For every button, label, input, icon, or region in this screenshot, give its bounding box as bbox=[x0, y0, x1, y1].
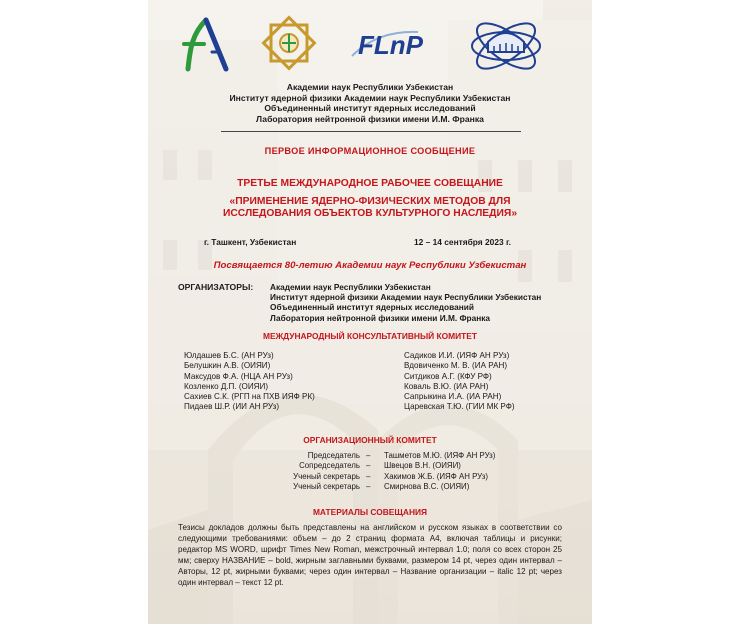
logo-institute-nuclear-physics bbox=[260, 14, 318, 77]
committee-member: Козленко Д.П. (ОИЯИ) bbox=[184, 381, 269, 391]
role-label: Председатель bbox=[307, 451, 360, 460]
committee-member: Сапрыкина И.А. (ИА РАН) bbox=[404, 392, 502, 402]
institution-line: Объединенный институт ядерных исследований bbox=[264, 103, 476, 113]
committee-member: Юлдашев Б.С. (АН РУз) bbox=[184, 351, 274, 360]
svg-text:FLnP: FLnP bbox=[358, 30, 423, 60]
materials-title: МАТЕРИАЛЫ СОВЕЩАНИЯ bbox=[312, 507, 428, 517]
organizer-item: Объединенный институт ядерных исследований bbox=[270, 302, 474, 313]
logo-academy bbox=[182, 14, 232, 77]
divider-line bbox=[221, 131, 521, 132]
member-name: Смирнова В.С. (ОИЯИ) bbox=[384, 481, 470, 491]
committee-member: Вдовиченко М. В. (ИА РАН) bbox=[404, 361, 508, 371]
organizing-committee-names bbox=[384, 451, 495, 492]
organizing-committee-roles bbox=[248, 451, 360, 492]
organizers-label: ОРГАНИЗАТОРЫ: bbox=[178, 282, 254, 292]
institutions-block bbox=[148, 82, 592, 124]
organizers-list bbox=[270, 282, 541, 323]
committee-member: Пидаев Ш.Р. (ИИ АН РУз) bbox=[184, 402, 280, 412]
organizer-item: Академии наук Республики Узбекистан bbox=[270, 282, 431, 292]
committee-member: Царевская Т.Ю. (ГИИ МК РФ) bbox=[404, 402, 515, 412]
member-name: Ташметов М.Ю. (ИЯФ АН РУз) bbox=[384, 451, 496, 460]
jinr-logo-icon bbox=[468, 16, 544, 72]
place-text: г. Ташкент, Узбекистан bbox=[204, 237, 297, 247]
committee-member: Коваль В.Ю. (ИА РАН) bbox=[404, 381, 489, 391]
advisory-committee-right-column bbox=[404, 351, 515, 413]
organizing-committee-dashes bbox=[366, 451, 370, 492]
member-name: Хакимов Ж.Б. (ИЯФ АН РУз) bbox=[384, 471, 488, 481]
committee-member: Садиков И.И. (ИЯФ АН РУз) bbox=[404, 351, 510, 360]
dash: – bbox=[366, 471, 371, 481]
meeting-heading: ТРЕТЬЕ МЕЖДУНАРОДНОЕ РАБОЧЕЕ СОВЕЩАНИЕ bbox=[237, 178, 503, 189]
dash: – bbox=[366, 451, 371, 460]
logo-jinr bbox=[468, 16, 544, 77]
topic-line-2: ИССЛЕДОВАНИЯ ОБЪЕКТОВ КУЛЬТУРНОГО НАСЛЕДИЯ» bbox=[222, 208, 518, 219]
role-label: Сопредседатель bbox=[299, 461, 360, 471]
member-name: Швецов В.Н. (ОИЯИ) bbox=[384, 461, 461, 471]
committee-member: Сахиев С.К. (РГП на ПХВ ИЯФ РК) bbox=[184, 392, 315, 402]
institution-line: Академии наук Республики Узбекистан bbox=[286, 82, 454, 92]
role-label: Ученый секретарь bbox=[293, 471, 360, 481]
advisory-committee-left-column bbox=[184, 351, 315, 413]
dash: – bbox=[366, 461, 371, 471]
committee-member: Максудов Ф.А. (НЦА АН РУз) bbox=[184, 371, 293, 381]
dates-text: 12 – 14 сентября 2023 г. bbox=[414, 237, 511, 247]
institution-line: Лаборатория нейтронной физики имени И.М. Франка bbox=[256, 113, 484, 124]
academy-logo-icon bbox=[182, 14, 232, 72]
topic-heading bbox=[148, 196, 592, 220]
flnp-logo-icon bbox=[348, 26, 452, 62]
emblem-icon bbox=[260, 14, 318, 72]
dash: – bbox=[366, 481, 371, 491]
committee-member: Ситдиков А.Г. (КФУ РФ) bbox=[404, 371, 492, 381]
logos-row bbox=[148, 14, 592, 74]
role-label: Ученый секретарь bbox=[293, 481, 360, 491]
materials-text: Тезисы докладов должны быть представлены на английском и русском языках в соответствии со следующими требованиями: объем – до 2 страниц формата А4, включая таблицы и рисунки; редактор MS WORD, шрифт Times New Roman, межстрочный интервал 1.0; поля со всех сторон 25 мм; сверху НАЗВАНИЕ – bold, жирным заглавными буквами, размером 14 pt, через один интервал – Авторы, 12 pt, жирными буквами; через один интервал – Название организации – italic 12 pt; через один интервал – текст 12 pt. bbox=[178, 523, 562, 587]
organizer-item: Институт ядерной физики Академии наук Республики Узбекистан bbox=[270, 292, 542, 303]
institution-line: Институт ядерной физики Академии наук Республики Узбекистан bbox=[229, 92, 511, 103]
advisory-committee-title: МЕЖДУНАРОДНЫЙ КОНСУЛЬТАТИВНЫЙ КОМИТЕТ bbox=[263, 331, 477, 341]
first-info-heading: ПЕРВОЕ ИНФОРМАЦИОННОЕ СООБЩЕНИЕ bbox=[264, 146, 476, 156]
organizer-item: Лаборатория нейтронной физики имени И.М. Франка bbox=[270, 312, 491, 323]
poster-content bbox=[148, 0, 592, 624]
organizing-committee-title: ОРГАНИЗАЦИОННЫЙ КОМИТЕТ bbox=[303, 435, 437, 445]
dedication-text: Посвящается 80-летию Академии наук Республики Узбекистан bbox=[213, 260, 527, 271]
poster-page bbox=[148, 0, 592, 624]
logo-flnp bbox=[348, 26, 452, 67]
committee-member: Белушкин А.В. (ОИЯИ) bbox=[184, 361, 271, 371]
topic-line-1: «ПРИМЕНЕНИЕ ЯДЕРНО-ФИЗИЧЕСКИХ МЕТОДОВ ДЛЯ bbox=[229, 196, 511, 207]
